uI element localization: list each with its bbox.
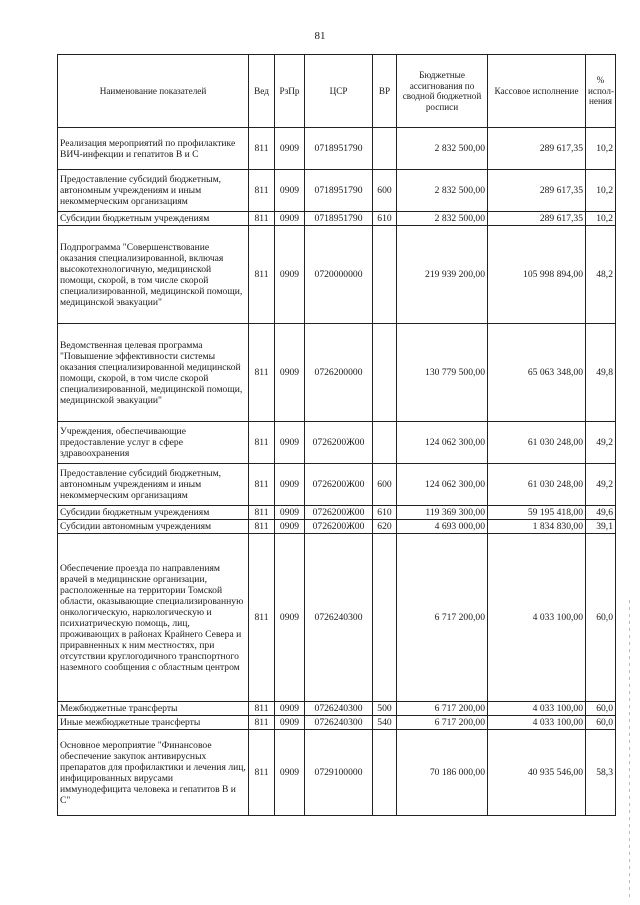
row-ved: 811	[249, 730, 275, 816]
row-name: Ведомственная целевая программа "Повышение эффективности системы оказания специализированной медицинской помощи, скорой, в том числе скорой специализированной, медицинской помощи, медицинской эвакуации"	[58, 324, 249, 422]
row-cash: 61 030 248,00	[488, 422, 586, 464]
row-csr: 0726200Ж00	[305, 464, 373, 506]
row-name: Подпрограмма "Совершенствование оказания специализированной, включая высокотехнологичную, медицинской помощи, скорой, в том числе скорой специализированной, медицинской помощи, медицинской эвакуации"	[58, 226, 249, 324]
row-rzpr: 0909	[275, 730, 305, 816]
row-ved: 811	[249, 464, 275, 506]
table-row	[58, 422, 616, 464]
row-name: Субсидии бюджетным учреждениям	[58, 506, 249, 520]
header-name: Наименование показателей	[58, 55, 249, 128]
row-percent: 10,2	[586, 212, 616, 226]
row-rzpr: 0909	[275, 422, 305, 464]
row-assignments: 2 832 500,00	[397, 212, 488, 226]
table-row	[58, 212, 616, 226]
table-row	[58, 520, 616, 534]
row-ved: 811	[249, 534, 275, 702]
row-assignments: 70 186 000,00	[397, 730, 488, 816]
row-name: Субсидии бюджетным учреждениям	[58, 212, 249, 226]
row-rzpr: 0909	[275, 702, 305, 716]
row-name: Основное мероприятие "Финансовое обеспечение закупок антивирусных препаратов для профилактики и лечения лиц, инфицированных вирусами иммунодефицита человека и гепатитов В и С"	[58, 730, 249, 816]
row-vr: 540	[373, 716, 397, 730]
row-rzpr: 0909	[275, 170, 305, 212]
row-cash: 1 834 830,00	[488, 520, 586, 534]
row-rzpr: 0909	[275, 128, 305, 170]
row-name: Субсидии автономным учреждениям	[58, 520, 249, 534]
row-ved: 811	[249, 170, 275, 212]
row-cash: 105 998 894,00	[488, 226, 586, 324]
row-rzpr: 0909	[275, 212, 305, 226]
header-rzpr: РзПр	[275, 55, 305, 128]
table-row	[58, 730, 616, 816]
row-rzpr: 0909	[275, 534, 305, 702]
row-assignments: 6 717 200,00	[397, 716, 488, 730]
row-cash: 289 617,35	[488, 170, 586, 212]
row-percent: 49,2	[586, 422, 616, 464]
row-ved: 811	[249, 716, 275, 730]
row-percent: 39,1	[586, 520, 616, 534]
header-vr: ВР	[373, 55, 397, 128]
row-cash: 4 033 100,00	[488, 534, 586, 702]
row-csr: 0718951790	[305, 128, 373, 170]
row-assignments: 219 939 200,00	[397, 226, 488, 324]
row-vr: 500	[373, 702, 397, 716]
row-csr: 0729100000	[305, 730, 373, 816]
header-assignments: Бюджетные ассигнования по сводной бюджетной росписи	[397, 55, 488, 128]
row-assignments: 6 717 200,00	[397, 702, 488, 716]
row-name: Иные межбюджетные трансферты	[58, 716, 249, 730]
row-percent: 49,6	[586, 506, 616, 520]
row-ved: 811	[249, 226, 275, 324]
row-rzpr: 0909	[275, 464, 305, 506]
row-vr	[373, 534, 397, 702]
table-header-row	[58, 55, 616, 128]
table-row	[58, 702, 616, 716]
row-csr: 0726240300	[305, 716, 373, 730]
row-rzpr: 0909	[275, 520, 305, 534]
row-csr: 0726200Ж00	[305, 506, 373, 520]
row-vr	[373, 324, 397, 422]
table-row	[58, 506, 616, 520]
row-csr: 0720000000	[305, 226, 373, 324]
row-csr: 0726200Ж00	[305, 422, 373, 464]
row-name: Предоставление субсидий бюджетным, автономным учреждениям и иным некоммерческим организациям	[58, 170, 249, 212]
row-cash: 4 033 100,00	[488, 702, 586, 716]
row-ved: 811	[249, 702, 275, 716]
row-name: Обеспечение проезда по направлениям врачей в медицинские организации, расположенные на территории Томской области, оказывающие специализированную онкологическую, наркологическую и психиатрическую помощь, лиц, проживающих в районах Крайнего Севера и приравненных к ним местностях, при отсутствии круглогодичного транспортного наземного сообщения с областным центром	[58, 534, 249, 702]
row-csr: 0718951790	[305, 212, 373, 226]
row-percent: 48,2	[586, 226, 616, 324]
row-percent: 49,8	[586, 324, 616, 422]
row-rzpr: 0909	[275, 506, 305, 520]
row-vr	[373, 730, 397, 816]
row-vr: 600	[373, 170, 397, 212]
row-ved: 811	[249, 128, 275, 170]
row-cash: 4 033 100,00	[488, 716, 586, 730]
row-csr: 0726200000	[305, 324, 373, 422]
row-assignments: 124 062 300,00	[397, 464, 488, 506]
row-ved: 811	[249, 520, 275, 534]
row-cash: 61 030 248,00	[488, 464, 586, 506]
row-assignments: 2 832 500,00	[397, 128, 488, 170]
row-vr: 610	[373, 212, 397, 226]
header-csr: ЦСР	[305, 55, 373, 128]
row-vr	[373, 128, 397, 170]
row-percent: 10,2	[586, 170, 616, 212]
header-percent: % испол-нения	[586, 55, 616, 128]
row-csr: 0726240300	[305, 534, 373, 702]
page-number: 81	[314, 30, 326, 42]
row-percent: 60,0	[586, 716, 616, 730]
row-assignments: 2 832 500,00	[397, 170, 488, 212]
row-csr: 0726240300	[305, 702, 373, 716]
row-percent: 60,0	[586, 702, 616, 716]
row-cash: 289 617,35	[488, 128, 586, 170]
row-vr: 620	[373, 520, 397, 534]
table-row	[58, 170, 616, 212]
row-rzpr: 0909	[275, 324, 305, 422]
row-vr: 610	[373, 506, 397, 520]
row-assignments: 6 717 200,00	[397, 534, 488, 702]
row-percent: 10,2	[586, 128, 616, 170]
row-percent: 58,3	[586, 730, 616, 816]
row-vr: 600	[373, 464, 397, 506]
row-name: Предоставление субсидий бюджетным, автономным учреждениям и иным некоммерческим организациям	[58, 464, 249, 506]
row-cash: 289 617,35	[488, 212, 586, 226]
table-row	[58, 464, 616, 506]
row-csr: 0718951790	[305, 170, 373, 212]
scan-edge-mark	[629, 600, 630, 900]
row-vr	[373, 226, 397, 324]
row-cash: 65 063 348,00	[488, 324, 586, 422]
header-cash-execution: Кассовое исполнение	[488, 55, 586, 128]
row-csr: 0726200Ж00	[305, 520, 373, 534]
row-percent: 60,0	[586, 534, 616, 702]
table-row	[58, 324, 616, 422]
row-vr	[373, 422, 397, 464]
row-percent: 49,2	[586, 464, 616, 506]
table-row	[58, 128, 616, 170]
row-ved: 811	[249, 422, 275, 464]
row-name: Учреждения, обеспечивающие предоставление услуг в сфере здравоохранения	[58, 422, 249, 464]
row-ved: 811	[249, 506, 275, 520]
budget-execution-table	[57, 54, 616, 816]
row-assignments: 119 369 300,00	[397, 506, 488, 520]
row-cash: 40 935 546,00	[488, 730, 586, 816]
row-assignments: 124 062 300,00	[397, 422, 488, 464]
row-name: Межбюджетные трансферты	[58, 702, 249, 716]
row-ved: 811	[249, 212, 275, 226]
row-name: Реализация мероприятий по профилактике ВИЧ-инфекции и гепатитов В и С	[58, 128, 249, 170]
header-ved: Вед	[249, 55, 275, 128]
table-row	[58, 226, 616, 324]
row-assignments: 4 693 000,00	[397, 520, 488, 534]
row-ved: 811	[249, 324, 275, 422]
row-assignments: 130 779 500,00	[397, 324, 488, 422]
table-row	[58, 534, 616, 702]
row-rzpr: 0909	[275, 226, 305, 324]
row-cash: 59 195 418,00	[488, 506, 586, 520]
table-row	[58, 716, 616, 730]
row-rzpr: 0909	[275, 716, 305, 730]
